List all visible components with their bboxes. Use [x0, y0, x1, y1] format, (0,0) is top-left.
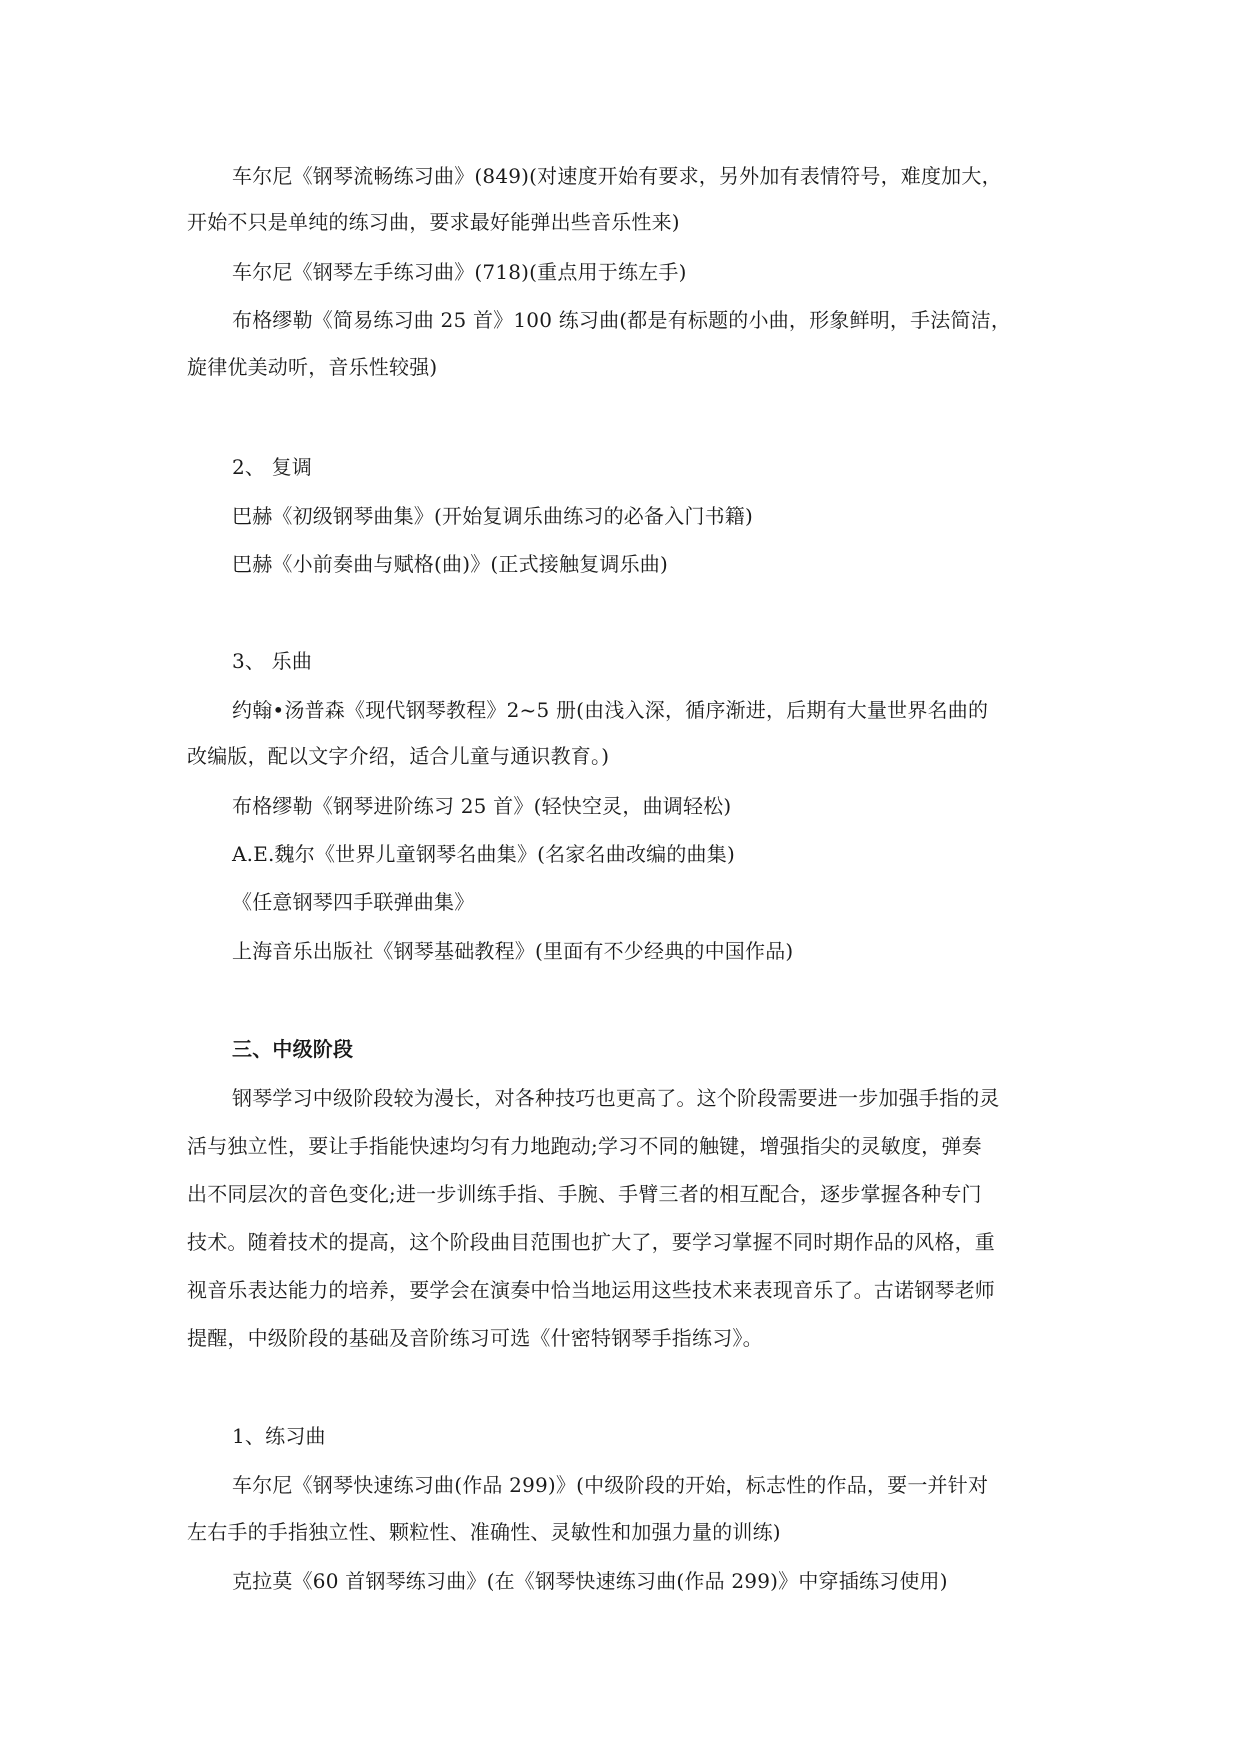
text-line: 车尔尼《钢琴流畅练习曲》(849)(对速度开始有要求，另外加有表情符号，难度加大， — [232, 164, 1002, 188]
text-line: 技术。随着技术的提高，这个阶段曲目范围也扩大了，要学习掌握不同时期作品的风格，重 — [187, 1230, 995, 1254]
section-number-line: 1、练习曲 — [232, 1424, 326, 1448]
text-line: 巴赫《初级钢琴曲集》(开始复调乐曲练习的必备入门书籍) — [232, 504, 754, 528]
text-line: 改编版，配以文字介绍，适合儿童与通识教育。) — [187, 744, 610, 768]
section-number-line: 3、 乐曲 — [232, 649, 313, 673]
text-line: A.E.魏尔《世界儿童钢琴名曲集》(名家名曲改编的曲集) — [232, 842, 735, 866]
text-line: 《任意钢琴四手联弹曲集》 — [232, 890, 475, 914]
text-line: 左右手的手指独立性、颗粒性、准确性、灵敏性和加强力量的训练) — [187, 1520, 781, 1544]
text-line: 旋律优美动听，音乐性较强) — [187, 355, 438, 379]
text-line: 布格缪勒《钢琴进阶练习 25 首》(轻快空灵，曲调轻松) — [232, 794, 732, 818]
section-number-line: 2、 复调 — [232, 455, 313, 479]
text-line: 开始不只是单纯的练习曲，要求最好能弹出些音乐性来) — [187, 210, 680, 234]
text-line: 约翰•汤普森《现代钢琴教程》2~5 册(由浅入深，循序渐进，后期有大量世界名曲的 — [232, 698, 989, 722]
text-line: 视音乐表达能力的培养，要学会在演奏中恰当地运用这些技术来表现音乐了。古诺钢琴老师 — [187, 1278, 995, 1302]
text-line: 巴赫《小前奏曲与赋格(曲)》(正式接触复调乐曲) — [232, 552, 669, 576]
text-line: 布格缪勒《简易练习曲 25 首》100 练习曲(都是有标题的小曲，形象鲜明，手法简洁， — [232, 308, 1012, 332]
text-line: 上海音乐出版社《钢琴基础教程》(里面有不少经典的中国作品) — [232, 939, 794, 963]
text-line: 提醒，中级阶段的基础及音阶练习可选《什密特钢琴手指练习》。 — [187, 1326, 763, 1350]
text-line: 钢琴学习中级阶段较为漫长，对各种技巧也更高了。这个阶段需要进一步加强手指的灵 — [232, 1086, 1000, 1110]
section-heading: 三、中级阶段 — [232, 1037, 354, 1061]
text-line: 出不同层次的音色变化;进一步训练手指、手腕、手臂三者的相互配合，逐步掌握各种专门 — [187, 1182, 982, 1206]
text-line: 车尔尼《钢琴快速练习曲(作品 299)》(中级阶段的开始，标志性的作品，要一并针对 — [232, 1473, 989, 1497]
text-line: 活与独立性，要让手指能快速均匀有力地跑动;学习不同的触键，增强指尖的灵敏度，弹奏 — [187, 1134, 982, 1158]
text-line: 克拉莫《60 首钢琴练习曲》(在《钢琴快速练习曲(作品 299)》中穿插练习使用) — [232, 1569, 948, 1593]
text-line: 车尔尼《钢琴左手练习曲》(718)(重点用于练左手) — [232, 260, 687, 284]
